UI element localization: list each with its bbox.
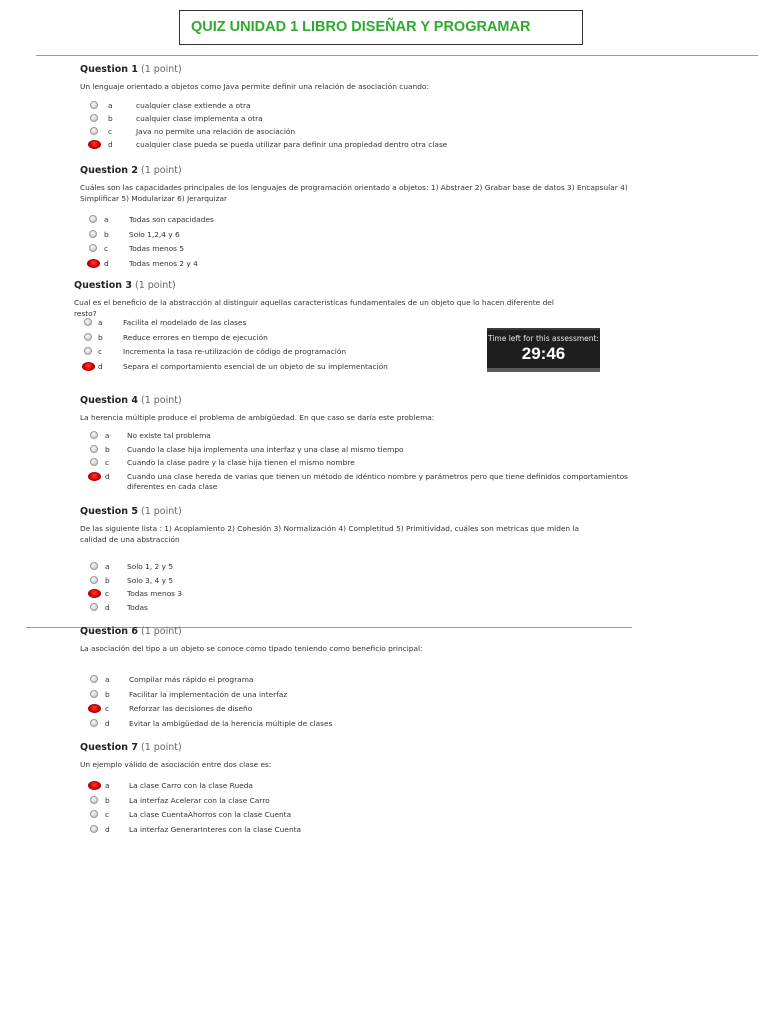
- answer-option-c[interactable]: [89, 244, 609, 256]
- option-letter: b: [105, 444, 110, 454]
- question-6: [80, 626, 580, 654]
- radio-icon[interactable]: [90, 101, 98, 109]
- question-5: [80, 506, 590, 545]
- radio-icon[interactable]: [90, 562, 98, 570]
- option-text: Reduce errores en tiempo de ejecución: [123, 332, 268, 342]
- question-points: (1 point): [140, 626, 182, 637]
- option-letter: b: [105, 795, 110, 805]
- option-letter: c: [104, 244, 109, 253]
- option-letter: c: [105, 704, 110, 713]
- option-text: Separa el comportamiento esencial de un objeto de su implementación: [123, 361, 388, 371]
- option-text: Cuando la clase padre y la clase hija tienen el mismo nombre: [127, 458, 355, 467]
- question-text: La herencia múltiple produce el problema de ambigüedad. En que caso se daría este problema:: [80, 413, 435, 422]
- answer-option-a[interactable]: [90, 562, 610, 574]
- option-letter: d: [105, 602, 110, 612]
- question-text: La asociación del tipo a un objeto se conoce como tipado teniendo como beneficio principal:: [80, 644, 423, 653]
- radio-selected-icon[interactable]: [88, 140, 101, 149]
- question-heading: [80, 626, 580, 637]
- radio-icon[interactable]: [89, 244, 97, 252]
- radio-selected-icon[interactable]: [88, 472, 101, 481]
- answer-option-c[interactable]: [90, 127, 610, 139]
- option-text: Todas menos 3: [127, 589, 183, 598]
- radio-icon[interactable]: [90, 825, 98, 833]
- answer-option-b[interactable]: [89, 230, 609, 242]
- question-heading: [80, 64, 560, 75]
- option-letter: d: [98, 361, 103, 371]
- answer-option-d[interactable]: [90, 140, 610, 152]
- option-text: La interfaz GenerarInteres con la clase Cuenta: [129, 824, 302, 834]
- answer-option-c[interactable]: [90, 458, 610, 470]
- question-label: Question 4: [80, 395, 138, 406]
- radio-icon[interactable]: [84, 333, 92, 341]
- question-4: [80, 395, 580, 423]
- radio-icon[interactable]: [90, 431, 98, 439]
- option-text: Cuando una clase hereda de varias que tienen un método de idéntico nombre y parámetros pero que tiene definidos comportamientos: [127, 471, 628, 481]
- radio-icon[interactable]: [89, 215, 97, 223]
- option-letter: d: [105, 471, 110, 481]
- option-letter: c: [105, 589, 110, 598]
- option-letter: c: [105, 810, 110, 819]
- option-text: No existe tal problema: [127, 431, 211, 440]
- question-heading: [80, 165, 640, 176]
- question-1: [80, 64, 560, 92]
- question-label: Question 7: [80, 742, 138, 753]
- radio-icon[interactable]: [90, 675, 98, 683]
- option-text: cualquier clase pueda se pueda utilizar para definir una propiedad dentro otra clase: [136, 140, 448, 149]
- question-label: Question 3: [74, 280, 132, 291]
- option-text: Facilitar la implementación de una interfaz: [129, 689, 288, 699]
- radio-icon[interactable]: [90, 719, 98, 727]
- question-text: De las siguiente lista : 1) Acoplamiento 2) Cohesión 3) Normalización 4) Completitud 5) Primitividad, cuáles son metricas que miden la calidad de una abstracción: [80, 524, 580, 544]
- answer-option-b[interactable]: [90, 796, 610, 808]
- question-heading: [74, 280, 574, 291]
- answer-option-a[interactable]: [90, 431, 610, 443]
- option-text: Solo 1,2,4 y 6: [129, 229, 180, 239]
- answer-option-b[interactable]: [84, 333, 604, 345]
- option-letter: b: [104, 229, 109, 239]
- radio-selected-icon[interactable]: [82, 362, 95, 371]
- answer-option-d[interactable]: [90, 719, 610, 731]
- answer-option-a[interactable]: [90, 675, 610, 687]
- option-letter: d: [105, 824, 110, 834]
- radio-icon[interactable]: [90, 690, 98, 698]
- option-text: La clase CuentaAhorros con la clase Cuenta: [129, 810, 292, 819]
- radio-icon[interactable]: [90, 127, 98, 135]
- question-label: Question 5: [80, 506, 138, 517]
- question-text: Cual es el beneficio de la abstracción al distinguir aquellas características fundamentales de un objeto que lo hacen diferente del resto?: [74, 298, 554, 318]
- option-letter: b: [98, 332, 103, 342]
- option-text: Compilar más rápido el programa: [129, 675, 254, 684]
- answer-option-c[interactable]: [90, 589, 610, 601]
- answer-option-d[interactable]: [84, 362, 604, 374]
- option-letter: d: [108, 140, 113, 149]
- option-letter: a: [105, 431, 110, 440]
- radio-icon[interactable]: [84, 347, 92, 355]
- option-letter: a: [98, 318, 103, 327]
- option-text: Reforzar las decisiones de diseño: [129, 704, 253, 713]
- radio-icon[interactable]: [90, 810, 98, 818]
- question-points: (1 point): [140, 64, 182, 75]
- answer-option-a[interactable]: [90, 101, 610, 113]
- option-text: Incrementa la tasa re-utilización de código de programación: [123, 347, 347, 356]
- option-text: Todas son capacidades: [129, 215, 214, 224]
- question-7: [80, 742, 580, 770]
- option-text: Java no permite una relación de asociación: [136, 127, 296, 136]
- radio-icon[interactable]: [90, 796, 98, 804]
- answer-option-b[interactable]: [90, 114, 610, 126]
- option-letter: a: [105, 781, 110, 790]
- radio-selected-icon[interactable]: [88, 704, 101, 713]
- option-letter: b: [108, 114, 113, 123]
- question-label: Question 6: [80, 626, 138, 637]
- answer-option-b[interactable]: [90, 576, 610, 588]
- option-text-continued: diferentes en cada clase: [127, 481, 218, 491]
- option-letter: a: [105, 675, 110, 684]
- question-points: (1 point): [134, 280, 176, 291]
- radio-icon[interactable]: [90, 603, 98, 611]
- option-letter: a: [108, 101, 113, 110]
- question-3: [74, 280, 574, 319]
- option-letter: d: [105, 718, 110, 728]
- option-text: cualquier clase implementa a otra: [136, 114, 263, 123]
- question-2: [80, 165, 640, 204]
- question-label: Question 2: [80, 165, 138, 176]
- option-text: Evitar la ambigüedad de la herencia múltiple de clases: [129, 718, 333, 728]
- timer-time: 29:46: [521, 344, 566, 363]
- radio-icon[interactable]: [90, 445, 98, 453]
- answer-option-c[interactable]: [84, 347, 604, 359]
- radio-icon[interactable]: [90, 458, 98, 466]
- answer-option-d[interactable]: [89, 259, 609, 271]
- option-letter: b: [105, 575, 110, 585]
- question-points: (1 point): [140, 742, 182, 753]
- question-heading: [80, 742, 580, 753]
- option-text: Facilita el modelado de las clases: [123, 318, 247, 327]
- answer-option-a[interactable]: [90, 781, 610, 793]
- answer-option-d[interactable]: [90, 603, 610, 615]
- option-text: Cuando la clase hija implementa una interfaz y una clase al mismo tiempo: [127, 444, 404, 454]
- radio-icon[interactable]: [84, 318, 92, 326]
- question-points: (1 point): [140, 165, 182, 176]
- radio-icon[interactable]: [90, 114, 98, 122]
- option-letter: a: [104, 215, 109, 224]
- question-text: Un ejemplo válido de asociación entre dos clase es:: [80, 760, 272, 769]
- question-points: (1 point): [140, 506, 182, 517]
- question-points: (1 point): [140, 395, 182, 406]
- answer-option-d[interactable]: [90, 471, 628, 491]
- answer-option-b[interactable]: [90, 690, 610, 702]
- option-text: Todas menos 5: [129, 244, 185, 253]
- radio-icon[interactable]: [90, 576, 98, 584]
- option-letter: d: [104, 258, 109, 268]
- option-text: La interfaz Acelerar con la clase Carro: [129, 795, 270, 805]
- question-text: Un lenguaje orientado a objetos como Java permite definir una relación de asociación cuando:: [80, 82, 429, 91]
- radio-selected-icon[interactable]: [87, 259, 100, 268]
- question-label: Question 1: [80, 64, 138, 75]
- option-text: Solo 1, 2 y 5: [127, 562, 174, 571]
- option-text: Solo 3, 4 y 5: [127, 575, 174, 585]
- radio-icon[interactable]: [89, 230, 97, 238]
- answer-option-c[interactable]: [90, 704, 610, 716]
- document-title: QUIZ UNIDAD 1 LIBRO DISEÑAR Y PROGRAMAR: [179, 10, 583, 45]
- question-heading: [80, 395, 580, 406]
- option-letter: c: [98, 347, 103, 356]
- option-letter: c: [108, 127, 113, 136]
- option-text: La clase Carro con la clase Rueda: [129, 781, 253, 790]
- question-text: Cuáles son las capacidades principales de los lenguajes de programación orientado a objetos: 1) Abstraer 2) Grabar base de datos 3) Encapsular 4) Simplificar 5) Modularizar 6) Jerarquizar: [80, 183, 628, 203]
- answer-option-c[interactable]: [90, 810, 610, 822]
- option-letter: b: [105, 689, 110, 699]
- divider-top: [36, 55, 758, 56]
- timer-label: Time left for this assessment:: [487, 334, 600, 343]
- answer-option-a[interactable]: [89, 215, 609, 227]
- question-heading: [80, 506, 590, 517]
- answer-option-d[interactable]: [90, 825, 610, 837]
- radio-selected-icon[interactable]: [88, 589, 101, 598]
- option-letter: a: [105, 562, 110, 571]
- option-text: cualquier clase extiende a otra: [136, 101, 251, 110]
- option-letter: c: [105, 458, 110, 467]
- option-text: Todas menos 2 y 4: [129, 258, 198, 268]
- answer-option-a[interactable]: [84, 318, 604, 330]
- option-text: Todas: [127, 602, 148, 612]
- radio-selected-icon[interactable]: [88, 781, 101, 790]
- answer-option-b[interactable]: [90, 445, 610, 457]
